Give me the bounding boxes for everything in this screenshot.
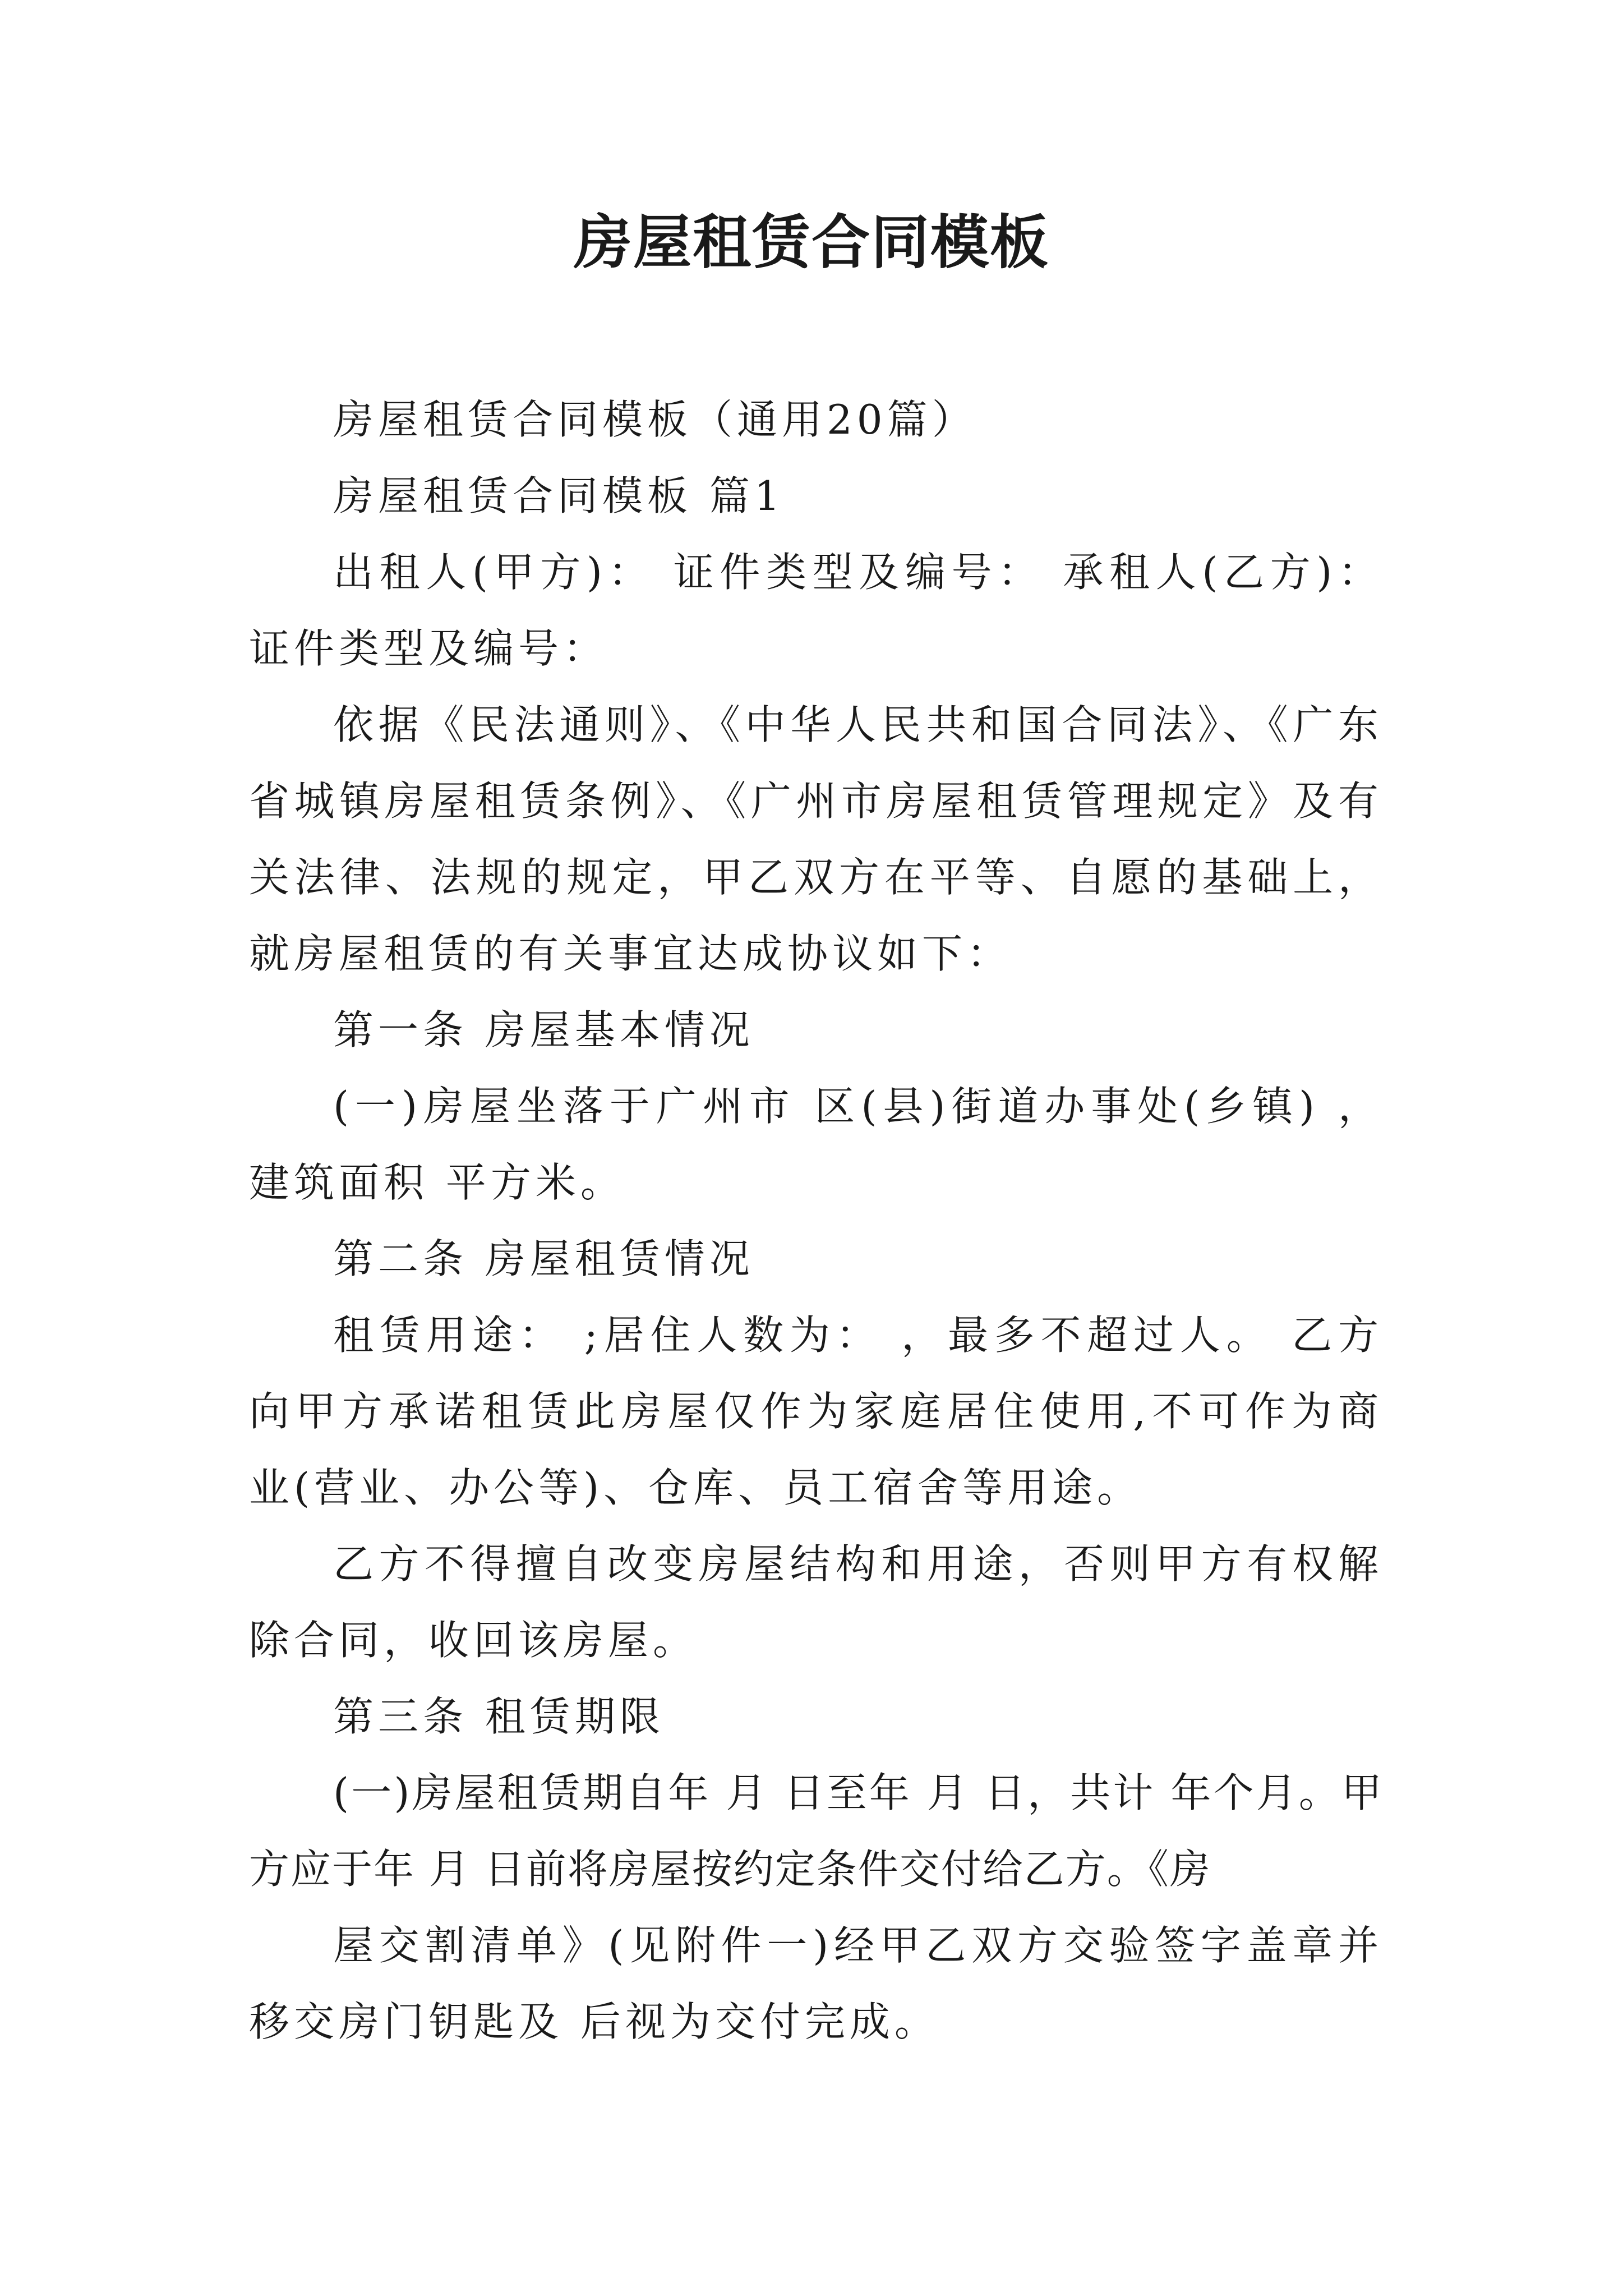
paragraph-section-heading: 房屋租赁合同模板 篇1 [333,472,785,519]
paragraph-article-2-restriction: 乙方不得擅自改变房屋结构和用途，否则甲方有权解除合同，收回该房屋。 [249,1540,1383,1664]
document-title: 房屋租赁合同模板 [573,208,1049,277]
paragraph-subtitle: 房屋租赁合同模板（通用20篇） [333,396,977,443]
paragraph-article-1-item-1: (一)房屋坐落于广州市 区(县)街道办事处(乡镇) ，建筑面积 平方米。 [249,1083,1383,1206]
paragraph-article-3-delivery: 屋交割清单》(见附件一)经甲乙双方交验签字盖章并移交房门钥匙及 后视为交付完成。 [249,1922,1383,2045]
paragraph-parties: 出租人(甲方)： 证件类型及编号： 承租人(乙方)： 证件类型及编号： [249,549,1383,672]
document-body [249,381,1383,2060]
paragraph-article-1-heading: 第一条 房屋基本情况 [333,1006,754,1053]
paragraph-article-2-usage: 租赁用途： ;居住人数为： ，最多不超过人。 乙方向甲方承诺租赁此房屋仅作为家庭居住使用,不可作为商业(营业、办公等)、仓库、员工宿舍等用途。 [249,1312,1383,1511]
paragraph-legal-basis: 依据《民法通则》、《中华人民共和国合同法》、《广东省城镇房屋租赁条例》、《广州市房屋租赁管理规定》及有关法律、法规的规定，甲乙双方在平等、自愿的基础上，就房屋租赁的有关事宜达成协议如下： [249,701,1383,977]
paragraph-article-2-heading: 第二条 房屋租赁情况 [333,1235,754,1282]
paragraph-article-3-heading: 第三条 租赁期限 [333,1693,665,1740]
paragraph-article-3-item-1: (一)房屋租赁期自年 月 日至年 月 日，共计 年个月。甲方应于年 月 日前将房屋按约定条件交付给乙方。《房 [249,1769,1383,1893]
